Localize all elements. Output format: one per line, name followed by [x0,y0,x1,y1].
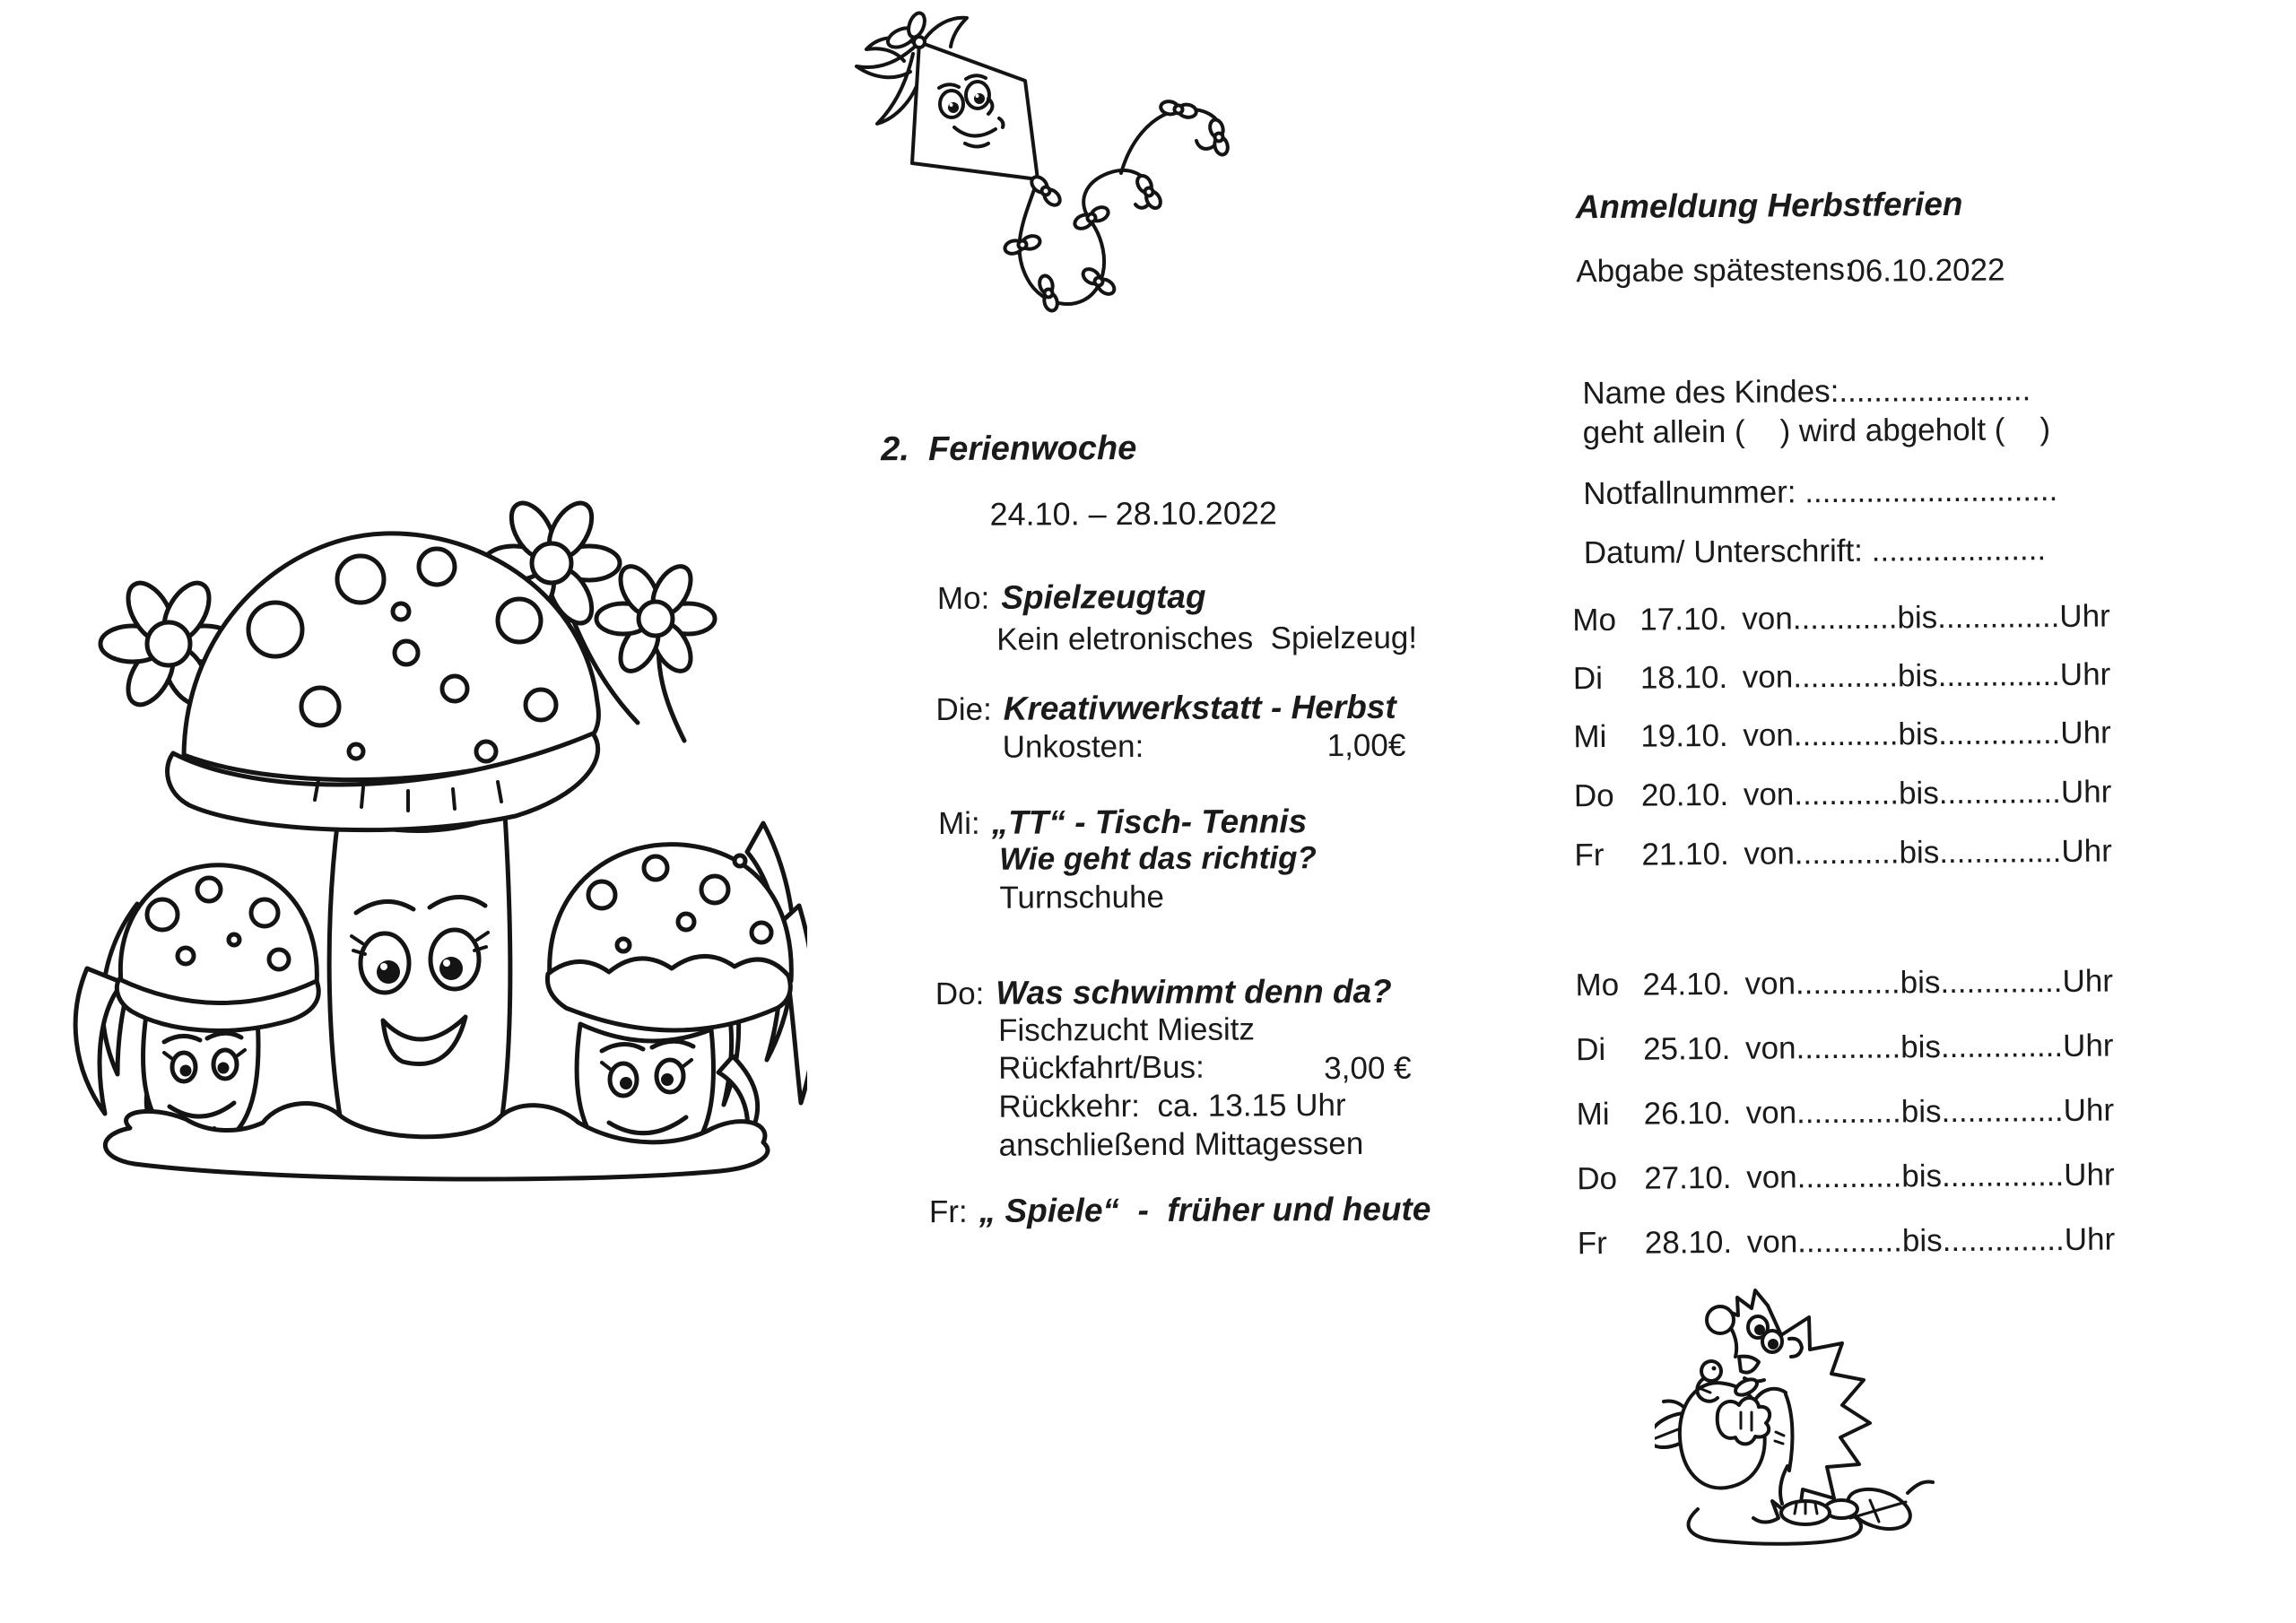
row-date: 25.10. [1642,1030,1731,1067]
program-do-price: 3,00 € [1324,1050,1412,1087]
row-date: 20.10. [1640,777,1729,813]
row-time-line: von............bis..............Uhr [1744,963,2114,1002]
row-time-line: von............bis..............Uhr [1746,1221,2116,1260]
schedule-week1-row-mi [1573,716,2111,756]
day-title-die: Kreativwerkstatt - Herbst [1003,688,1396,727]
row-time-line: von............bis..............Uhr [1744,833,2112,872]
deadline-label: Abgabe spätestens: [1576,251,1854,290]
program-date-range: 24.10. – 28.10.2022 [989,494,1277,533]
row-day: Do [1577,1160,1618,1197]
schedule-week2-row-mo [1575,964,2113,1004]
schedule-week2-row-do [1577,1158,2115,1198]
signature-line: Datum/ Unterschrift: .................... [1583,532,2047,571]
schedule-week1-row-di [1573,657,2111,698]
emergency-number-line: Notfallnummer: ............................. [1583,473,2058,512]
program-do-note1: Fischzucht Miesitz [997,1011,1256,1048]
row-time-line: von............bis..............Uhr [1742,656,2111,695]
row-day: Do [1573,777,1614,814]
row-time-line: von............bis..............Uhr [1744,1028,2114,1066]
day-title-do: Was schwimmt denn da? [996,972,1392,1011]
row-time-line: von............bis..............Uhr [1743,715,2111,753]
row-day: Fr [1577,1225,1607,1262]
program-mo-note: Kein eletronisches Spielzeug! [996,620,1418,657]
name-field-line: Name des Kindes:...................... [1582,372,2031,412]
program-die-price: 1,00€ [1326,727,1406,764]
program-mi-note: Turnschuhe [999,879,1165,916]
program-do-note2: Rückfahrt/Bus: [998,1049,1205,1086]
row-day: Fr [1574,838,1605,873]
row-date: 24.10. [1642,966,1730,1002]
program-do-note3: Rückkehr: ca. 13.15 Uhr [998,1088,1346,1124]
day-title-mi: „TT“ - Tisch- Tennis [991,803,1308,841]
schedule-week2-row-mi [1577,1093,2115,1133]
day-title-fr: „ Spiele“ - früher und heute [978,1190,1431,1229]
registration-title: Anmeldung Herbstferien [1575,185,1963,226]
pickup-options-line: geht allein ( ) wird abgeholt ( ) [1582,412,2051,451]
row-day: Mo [1575,967,1620,1003]
row-time-line: von............bis..............Uhr [1743,774,2112,812]
schedule-week1-row-do [1574,775,2112,815]
row-time-line: von............bis..............Uhr [1745,1092,2115,1131]
row-time-line: von............bis..............Uhr [1742,598,2110,637]
row-day: Mo [1572,602,1617,638]
day-label-mi: Mi: [937,805,980,842]
schedule-week1-row-mo [1572,599,2110,639]
row-date: 21.10. [1641,836,1729,872]
day-label-do: Do: [935,976,985,1012]
row-day: Mi [1573,718,1607,755]
schedule-week1-row-fr [1574,834,2112,874]
row-day: Mi [1576,1096,1610,1133]
program-mi-subtitle: Wie geht das richtig? [999,840,1317,877]
day-label-fr: Fr: [928,1193,968,1230]
row-day: Di [1572,661,1604,697]
row-date: 26.10. [1643,1095,1732,1132]
program-die-note: Unkosten: [1002,729,1144,765]
row-day: Di [1575,1032,1606,1068]
program-week-heading: 2. Ferienwoche [881,430,1137,469]
program-do-note4: anschließend Mittagessen [998,1125,1364,1163]
row-date: 17.10. [1639,601,1727,638]
schedule-week2-row-di [1576,1028,2114,1069]
day-title-mo: Spielzeugtag [1001,577,1206,616]
row-date: 27.10. [1644,1159,1732,1196]
deadline-date: 06.10.2022 [1848,252,2005,289]
schedule-week2-row-fr [1578,1222,2116,1263]
day-label-mo: Mo: [936,580,990,617]
row-date: 18.10. [1639,659,1728,696]
row-date: 28.10. [1644,1224,1733,1261]
row-time-line: von............bis..............Uhr [1746,1157,2115,1195]
row-date: 19.10. [1640,717,1728,754]
day-label-die: Die: [935,691,992,728]
